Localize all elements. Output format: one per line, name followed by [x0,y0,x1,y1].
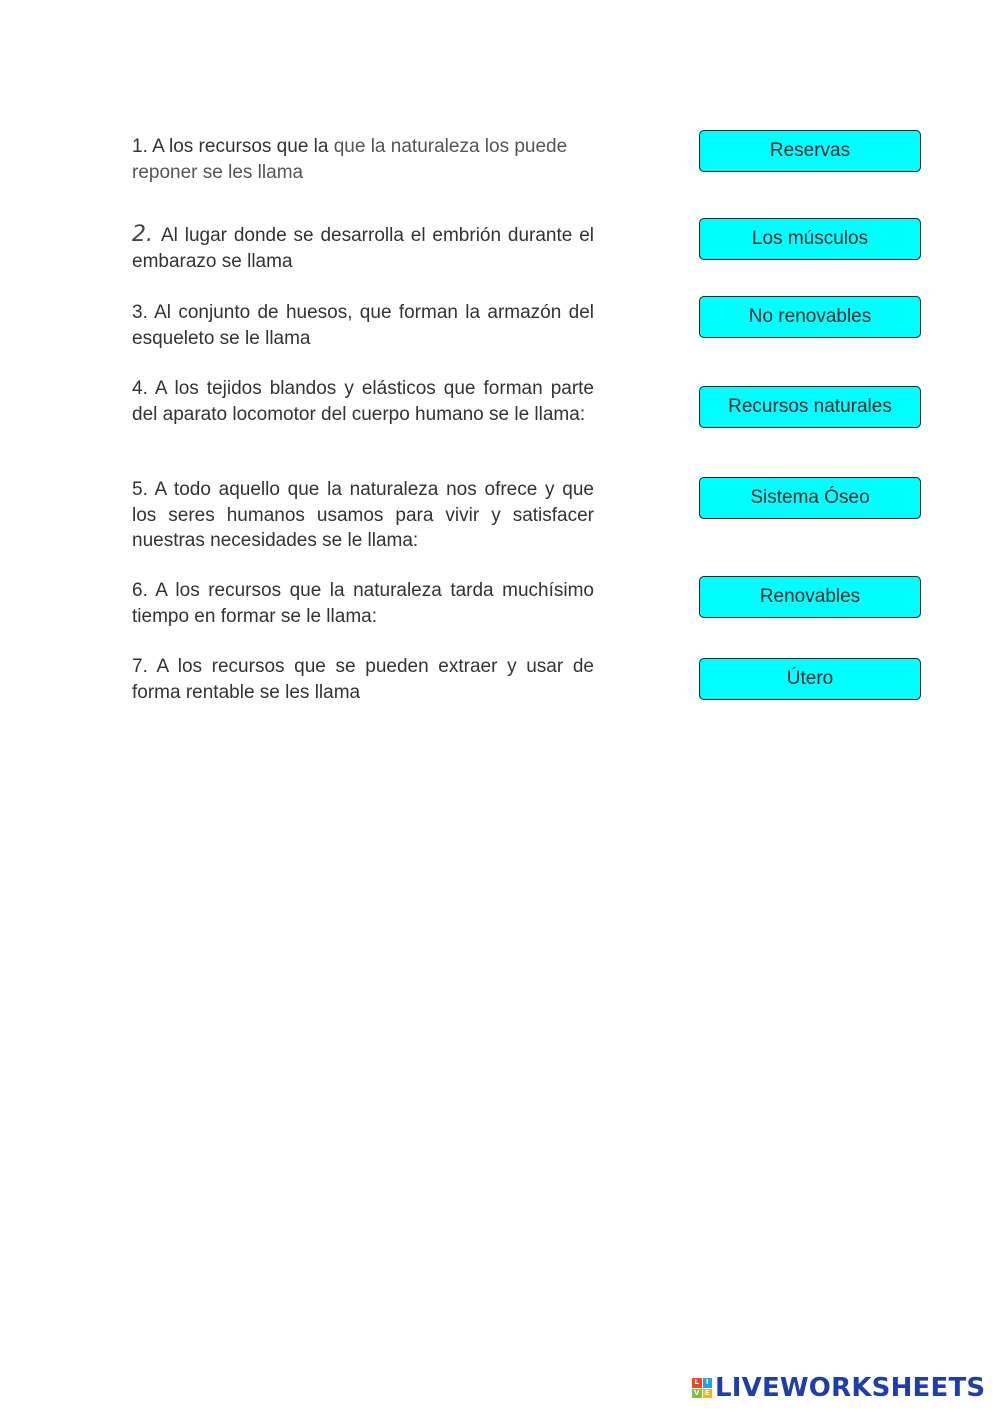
question-2-text: Al lugar donde se desarrolla el embrión durante el embarazo se llama [132,225,594,272]
answer-option-no-renovables[interactable]: No renovables [699,296,921,338]
question-1 [132,134,594,185]
liveworksheets-brand [692,1374,985,1402]
question-7-text: 7. A los recursos que se pueden extraer y usar de forma rentable se les llama [132,656,594,703]
question-2-number: 2. [132,222,153,247]
answer-option-utero[interactable]: Útero [699,658,921,700]
question-6 [132,578,594,629]
question-4-text: 4. A los tejidos blandos y elásticos que forman parte del aparato locomotor del cuerpo humano se le llama: [132,378,594,425]
question-3-text: 3. Al conjunto de huesos, que forman la armazón del esqueleto se le llama [132,302,594,349]
question-1-rest: que la naturaleza los puede reponer se les llama [132,136,568,183]
question-5 [132,477,594,554]
logo-letter-e: E [703,1389,713,1399]
question-6-text: 6. A los recursos que la naturaleza tarda muchísimo tiempo en formar se le llama: [132,580,594,627]
question-3 [132,300,594,351]
answer-option-recursos-naturales[interactable]: Recursos naturales [699,386,921,428]
brand-name: LIVEWORKSHEETS [715,1373,986,1403]
answer-option-reservas[interactable]: Reservas [699,130,921,172]
question-1-prefix: 1. A los recursos que la [132,136,329,157]
liveworksheets-logo-icon [692,1378,712,1398]
question-4 [132,376,594,427]
answer-option-renovables[interactable]: Renovables [699,576,921,618]
answer-option-los-musculos[interactable]: Los músculos [699,218,921,260]
logo-letter-i: I [703,1378,713,1388]
logo-letter-l: L [692,1378,702,1388]
question-2 [132,222,594,274]
question-7 [132,654,594,705]
logo-letter-v: V [692,1389,702,1399]
answer-option-sistema-oseo[interactable]: Sistema Óseo [699,477,921,519]
question-5-text: 5. A todo aquello que la naturaleza nos ofrece y que los seres humanos usamos para vivir y satisfacer nuestras necesidades se le llama: [132,479,594,551]
